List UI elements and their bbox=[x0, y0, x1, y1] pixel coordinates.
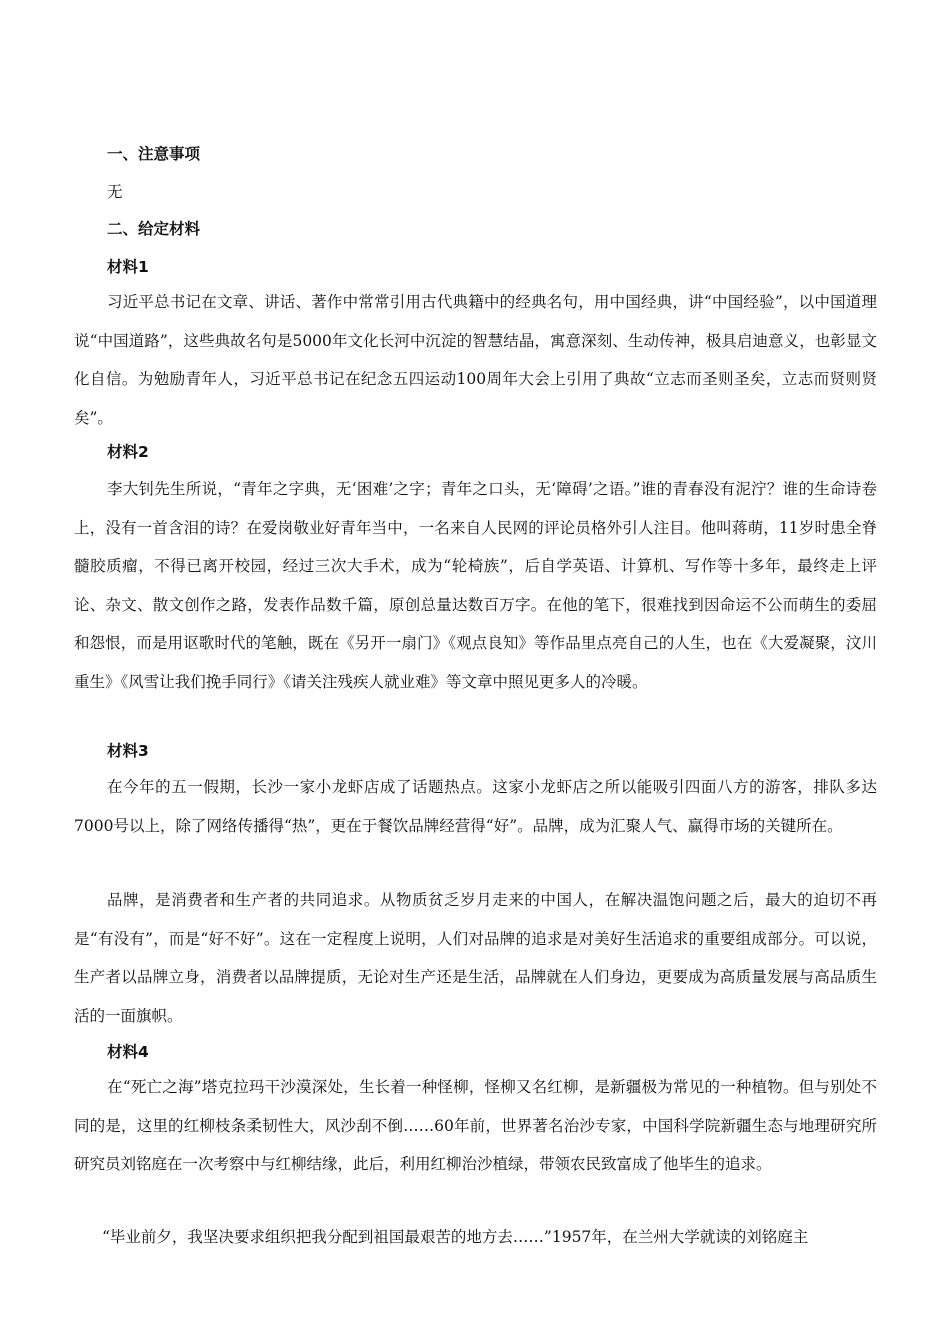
material-1-title: 材料1 bbox=[107, 258, 149, 276]
material-4-paragraph-1: 在“死亡之海”塔克拉玛干沙漠深处，生长着一种怪柳，怪柳又名红柳，是新疆极为常见的一种植物。但与别处不同的是，这里的红柳枝条柔韧性大，风沙刮不倒……60年前，世界著名治沙专家，中国科学院新疆生态与地理研究所研究员刘铭庭在一次考察中与红柳结缘，此后，利用红柳治沙植绿，带领农民致富成了他毕生的追求。 bbox=[74, 1078, 877, 1173]
material-3-title: 材料3 bbox=[107, 742, 149, 760]
material-3-paragraph-1: 在今年的五一假期，长沙一家小龙虾店成了话题热点。这家小龙虾店之所以能吸引四面八方的游客，排队多达7000号以上，除了网络传播得“热”，更在于餐饮品牌经营得“好”。品牌，成为汇聚人气、赢得市场的关键所在。 bbox=[74, 778, 877, 835]
section-heading-materials: 二、给定材料 bbox=[107, 220, 201, 238]
section-heading-notice: 一、注意事项 bbox=[107, 145, 201, 163]
material-4-title: 材料4 bbox=[107, 1043, 149, 1061]
notice-body: 无 bbox=[107, 183, 123, 201]
material-1-paragraph: 习近平总书记在文章、讲话、著作中常常引用古代典籍中的经典名句，用中国经典，讲“中国经验”，以中国道理说“中国道路”，这些典故名句是5000年文化长河中沉淀的智慧结晶，寓意深刻、生动传神，极具启迪意义，也彰显文化自信。为勉励青年人，习近平总书记在纪念五四运动100周年大会上引用了典故“立志而圣则圣矣，立志而贤则贤矣”。 bbox=[74, 293, 877, 427]
material-2-title: 材料2 bbox=[107, 443, 149, 461]
material-3-paragraph-2: 品牌，是消费者和生产者的共同追求。从物质贫乏岁月走来的中国人，在解决温饱问题之后，最大的迫切不再是“有没有”，而是“好不好”。这在一定程度上说明，人们对品牌的追求是对美好生活追求的重要组成部分。可以说，生产者以品牌立身，消费者以品牌提质，无论对生产还是生活，品牌就在人们身边，更要成为高质量发展与高品质生活的一面旗帜。 bbox=[74, 891, 877, 1025]
material-2-paragraph: 李大钊先生所说，“青年之字典，无‘困难’之字；青年之口头，无‘障碍’之语。”谁的青春没有泥泞？谁的生命诗卷上，没有一首含泪的诗？在爱岗敬业好青年当中，一名来自人民网的评论员格外引人注目。他叫蒋萌，11岁时患全脊髓胶质瘤，不得已离开校园，经过三次大手术，成为“轮椅族”，后自学英语、计算机、写作等十多年，最终走上评论、杂文、散文创作之路，发表作品数千篇，原创总量达数百万字。在他的笔下，很难找到因命运不公而萌生的委屈和怨恨，而是用讴歌时代的笔触，既在《另开一扇门》《观点良知》等作品里点亮自己的人生，也在《大爱凝聚，汶川重生》《风雪让我们挽手同行》《请关注残疾人就业难》等文章中照见更多人的冷暖。 bbox=[74, 480, 877, 691]
material-4-paragraph-2: “毕业前夕，我坚决要求组织把我分配到祖国最艰苦的地方去……”1957年，在兰州大学就读的刘铭庭主 bbox=[102, 1228, 809, 1246]
